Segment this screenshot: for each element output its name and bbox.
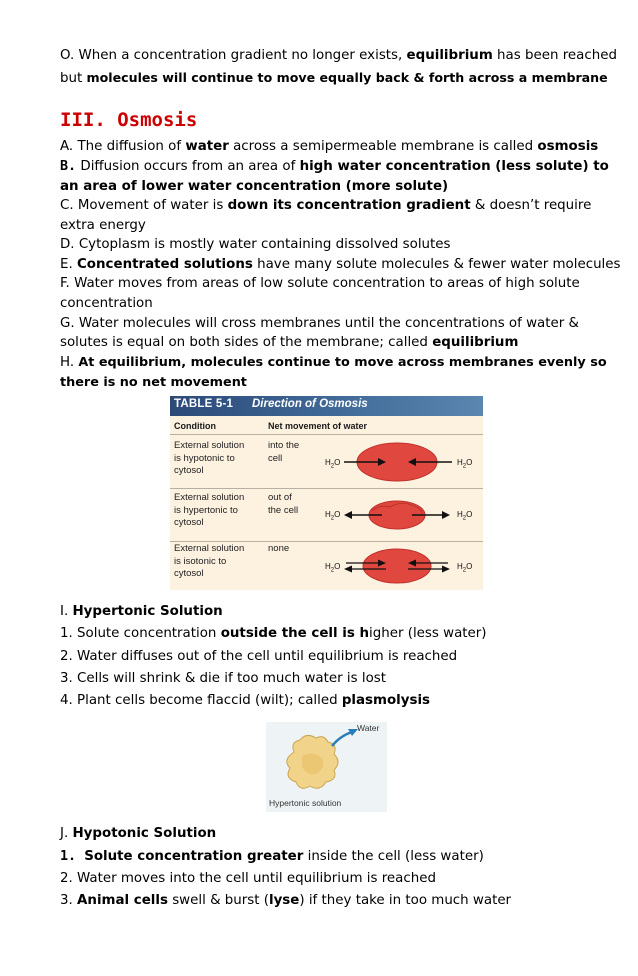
hypertonic-cell-figure [266, 722, 387, 812]
movement-cell: into the cell [268, 440, 300, 464]
list-item: there is no net movement [60, 375, 247, 390]
water-label: Water [357, 723, 380, 733]
list-item: 3. Animal cells swell & burst (lyse) if they take in too much water [60, 893, 512, 908]
table-label: TABLE 5-1 [174, 398, 234, 410]
section-subheading: J. Hypotonic Solution [60, 826, 217, 841]
condition-cell: External solution is hypotonic to cytosol [174, 440, 245, 476]
list-item: F. Water moves from areas of low solute concentration to areas of high solute [60, 276, 580, 291]
row-divider [170, 488, 483, 489]
row-divider [170, 541, 483, 542]
water-label: $H_2O$ [457, 562, 473, 574]
list-item: 2. Water moves into the cell until equilibrium is reached [60, 871, 436, 886]
text-line: but molecules will continue to move equally back & forth across a membrane [60, 70, 608, 86]
water-label: $H_2O$ [325, 510, 341, 522]
list-item: B. Diffusion occurs from an area of high water concentration (less solute) to [60, 159, 609, 174]
list-item: E. Concentrated solutions have many solute molecules & fewer water molecules [60, 257, 621, 272]
condition-cell: External solution is isotonic to cytosol [174, 543, 245, 579]
list-item: 4. Plant cells become flaccid (wilt); called plasmolysis [60, 693, 431, 708]
movement-cell: out of the cell [268, 492, 299, 516]
figure-caption: Hypertonic solution [269, 798, 342, 808]
list-item: C. Movement of water is down its concentration gradient & doesn’t require [60, 198, 592, 213]
osmosis-direction-table [170, 396, 483, 590]
text-line: O. When a concentration gradient no longer exists, equilibrium has been reached [60, 48, 617, 63]
list-item: solutes is equal on both sides of the membrane; called equilibrium [60, 335, 519, 350]
list-item: G. Water molecules will cross membranes until the concentrations of water & [60, 316, 579, 331]
water-label: $H_2O$ [325, 562, 341, 574]
list-item: 1. Solute concentration greater inside the cell (less water) [60, 849, 484, 864]
column-header-condition: Condition [174, 421, 216, 431]
water-label: $H_2O$ [457, 458, 473, 470]
column-header-movement: Net movement of water [268, 421, 368, 431]
water-label: $H_2O$ [457, 510, 473, 522]
list-item: concentration [60, 296, 153, 311]
list-item: an area of lower water concentration (more solute) [60, 179, 449, 194]
row-divider [170, 434, 483, 435]
table-header [170, 396, 483, 416]
table-title: Direction of Osmosis [252, 398, 368, 410]
list-item: extra energy [60, 218, 146, 233]
condition-cell: External solution is hypertonic to cytosol [174, 492, 245, 528]
list-item: 3. Cells will shrink & die if too much water is lost [60, 671, 386, 686]
list-item: 1. Solute concentration outside the cell is higher (less water) [60, 626, 487, 641]
section-heading: III. Osmosis [60, 109, 198, 131]
list-item: 2. Water diffuses out of the cell until equilibrium is reached [60, 649, 458, 664]
list-item: A. The diffusion of water across a semipermeable membrane is called osmosis [60, 139, 599, 154]
movement-cell: none [268, 543, 290, 554]
list-item: D. Cytoplasm is mostly water containing dissolved solutes [60, 237, 451, 252]
water-label: $H_2O$ [325, 458, 341, 470]
section-subheading: I. Hypertonic Solution [60, 604, 223, 619]
list-item: H. At equilibrium, molecules continue to move across membranes evenly so [60, 355, 607, 370]
